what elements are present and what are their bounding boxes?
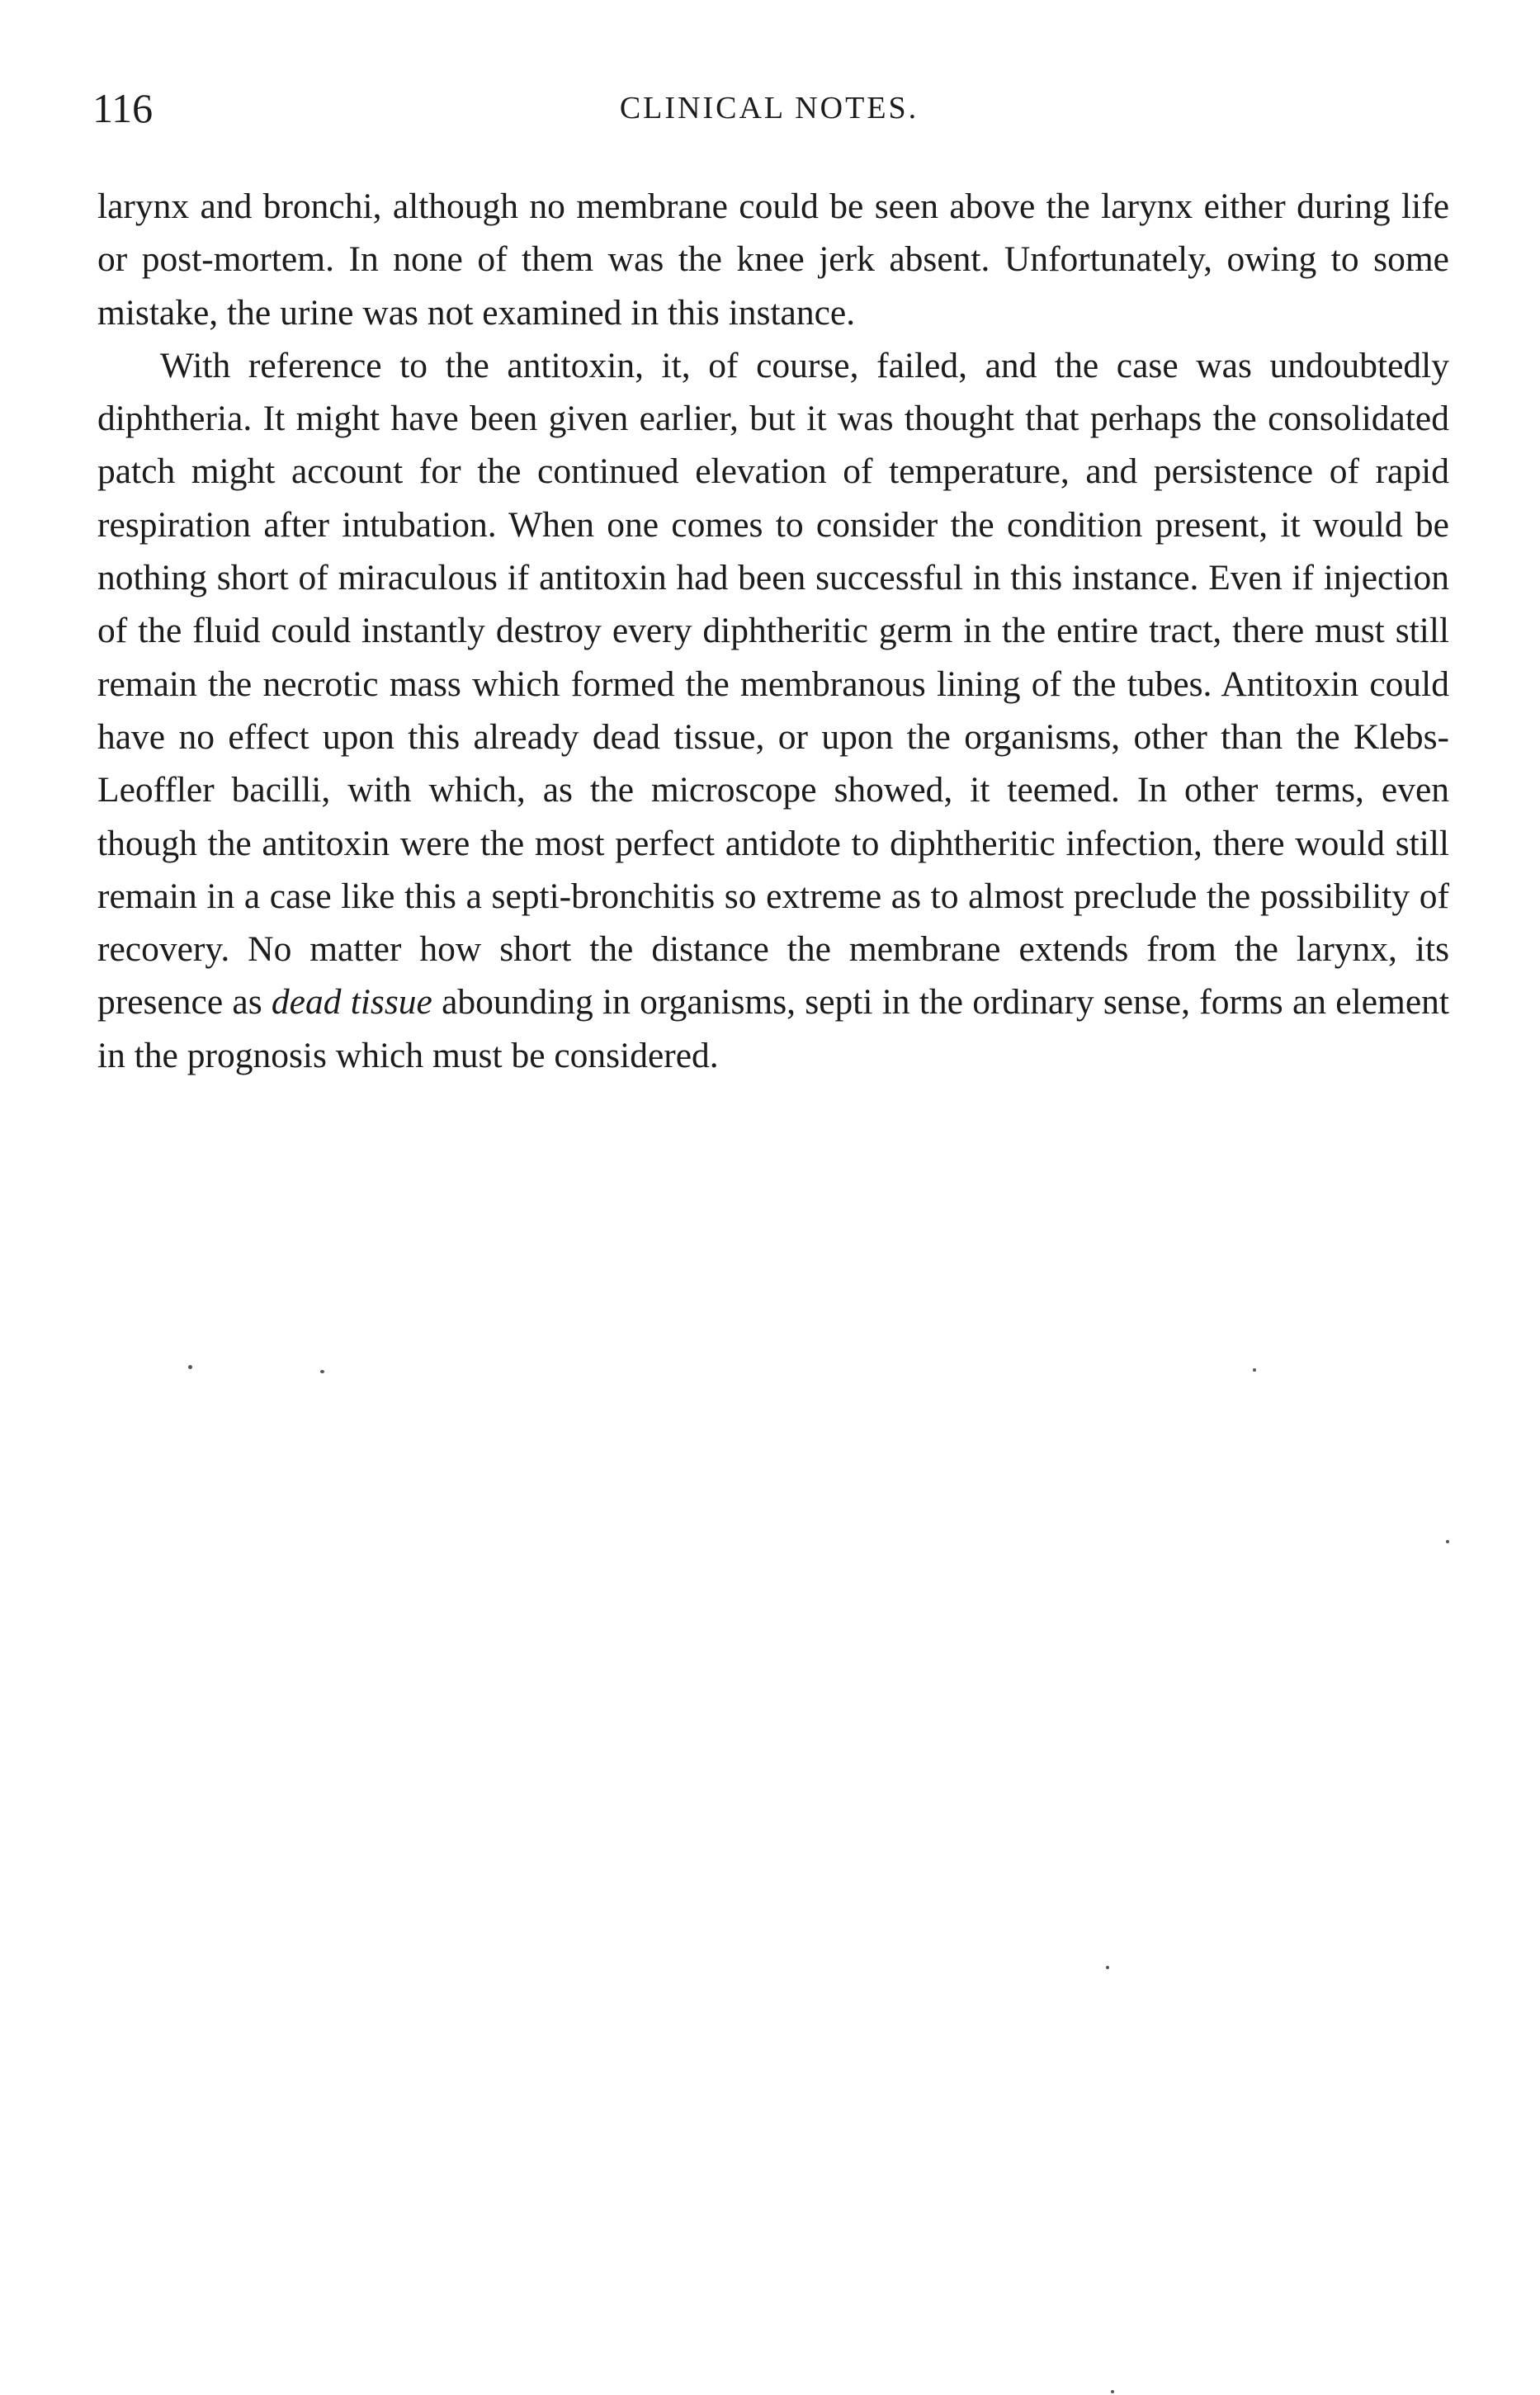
page-header	[92, 79, 1446, 137]
paragraph-2-text-start: With reference to the antitoxin, it, of course, failed, and the case was undoubtedly diphtheria. It might have been given earlier, but it was thought that perhaps the consolidated patch might account for the continued elevation of temperature, and persistence of rapid respiration after intubation. When one comes to consider the condition present, it would be nothing short of miraculous if antitoxin had been successful in this instance. Even if injection of the fluid could instantly destroy every diphtheritic germ in the entire tract, there must still remain the necrotic mass which formed the membranous lining of the tubes. Antitoxin could have no effect upon this already dead tissue, or upon the organisms, other than the Klebs-Leoffler bacilli, with which, as the microscope showed, it teemed. In other terms, even though the antitoxin were the most perfect antidote to diphtheritic infection, there would still remain in a case like this a septi-bronchitis so extreme as to almost preclude the possibility of recovery. No matter how short the distance the membrane extends from the larynx, its presence as	[97, 345, 1449, 1023]
body-text	[97, 180, 1449, 1082]
scan-speck	[188, 1365, 192, 1369]
scan-speck	[1106, 1966, 1109, 1969]
paragraph-2-text-end: abounding in organisms, septi in the ordinary sense, forms an element in the prognosis which must be considered.	[97, 982, 1449, 1075]
running-head: CLINICAL NOTES.	[619, 91, 919, 125]
page-number: 116	[92, 85, 154, 131]
scan-speck	[320, 1370, 324, 1373]
scan-speck	[1446, 1540, 1449, 1543]
italic-phrase: dead tissue	[271, 982, 432, 1023]
paragraph-1: larynx and bronchi, although no membrane could be seen above the larynx either during life or post-mortem. In none of them was the knee jerk absent. Unfortunately, owing to some mistake, the urine was not examined in this instance.	[97, 187, 1449, 333]
paragraph-2	[97, 339, 1449, 1082]
scan-speck	[1111, 2390, 1114, 2393]
scan-speck	[1253, 1368, 1256, 1372]
